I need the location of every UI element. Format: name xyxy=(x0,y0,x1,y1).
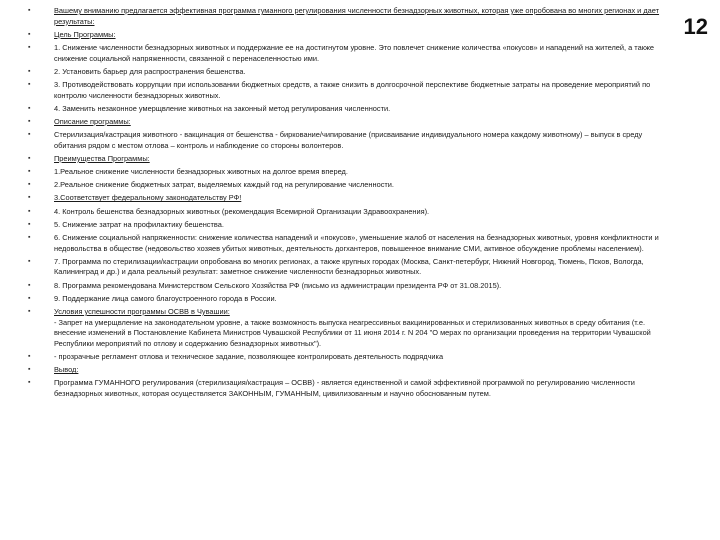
bullet-text: 9. Поддержание лица самого благоустроенного города в России. xyxy=(54,293,277,303)
bullet-text: 4. Заменить незаконное умерщвление животных на законный метод регулирования численности. xyxy=(54,103,391,113)
bullet-line: - Запрет на умерщвление на законодательном уровне, а также возможность выпуска неагрессивных вакцинированных и стерилизованных животных в среду обитания (т.е. внесение изменений в Постановление Кабинета Министров Чувашской Республики от 11 июня 2014 г. N 204 "О мерах по организации проведения на территории Чувашской Республики мероприятий по отлову и содержанию безнадзорных животных"). xyxy=(54,317,651,348)
bullet-text: Программа ГУМАННОГО регулирования (стерилизация/кастрация – ОСВВ) - является единственной и самой эффективной программой по регулированию численности безнадзорных животных, которая осуществляется ЗАКОННЫМ, ГУМАННЫМ, цивилизованным и научно обоснованным путем. xyxy=(54,378,635,398)
bullet-item xyxy=(28,6,673,27)
bullet-item xyxy=(28,294,673,305)
bullet-item xyxy=(28,352,673,363)
bullet-text: 5. Снижение затрат на профилактику бешенства. xyxy=(54,219,224,229)
bullet-text: 7. Программа по стерилизации/кастрации опробована во многих регионах, а также крупных городах (Москва, Санкт-петербург, Нижний Новгород, Тюмень, Псков, Вологда, Калининград и др.) и дала реальный результат: заметное снижение численности безнадзорных животных. xyxy=(54,256,644,277)
bullet-item xyxy=(28,220,673,231)
bullet-item xyxy=(28,207,673,218)
bullet-item xyxy=(28,30,673,41)
bullet-item xyxy=(28,193,673,204)
bullet-item xyxy=(28,365,673,376)
bullet-item xyxy=(28,233,673,254)
bullet-text: 3.Соответствует федеральному законодательству РФ! xyxy=(54,193,242,203)
bullet-text: 2.Реальное снижение бюджетных затрат, выделяемых каждый год на регулирование численности. xyxy=(54,180,394,190)
bullet-text: - прозрачные регламент отлова и техническое задание, позволяющее контролировать деятельность подрядчика xyxy=(54,351,444,361)
bullet-item xyxy=(28,378,673,399)
bullet-text: Описание программы: xyxy=(54,116,131,126)
bullet-item xyxy=(28,180,673,191)
bullet-text: Вашему вниманию предлагается эффективная программа гуманного регулирования численности безнадзорных животных, которая уже опробована во многих регионах и дает результаты: xyxy=(54,6,660,26)
slide-content xyxy=(28,6,673,402)
bullet-text: Преимущества Программы: xyxy=(54,153,150,163)
bullet-text: 1. Снижение численности безнадзорных животных и поддержание ее на достигнутом уровне. Это повлечет снижение количества «покусов» и нападений на жителей, а также снижение социальной напряженности, связанной с перенаселенностью ими. xyxy=(54,42,655,63)
bullet-item xyxy=(28,104,673,115)
slide-number: 12 xyxy=(683,14,708,39)
bullet-text: 8. Программа рекомендована Министерством Сельского Хозяйства РФ (письмо из администрации президента РФ от 31.08.2015). xyxy=(54,280,502,290)
bullet-item xyxy=(28,130,673,151)
bullet-line: ▪ Условия успешности программы ОСВВ в Чувашии: xyxy=(54,306,230,316)
bullet-text: 2. Установить барьер для распространения бешенства. xyxy=(54,66,246,76)
bullet-item xyxy=(28,167,673,178)
bullet-text: 6. Снижение социальной напряженности: снижение количества нападений и «покусов», уменьшение жалоб от населения на безнадзорных животных, уровня конфликтности и недовольства в обществе (недовольство хозяев убитых животных, деятельность догхантеров, повышенное внимание СМИ, активное обсуждение проблемы населением). xyxy=(54,233,659,253)
bullet-text: Вывод: xyxy=(54,365,79,375)
bullet-item xyxy=(28,307,673,349)
bullet-text: Стерилизация/кастрация животного - вакцинация от бешенства - биркование/чипирование (присваивание индивидуального номера каждому животному) – выпуск в среду обитания рядом с местом отлова – контроль и наблюдение со стороны волонтеров. xyxy=(54,130,643,150)
bullet-text: 1.Реальное снижение численности безнадзорных животных на долгое время вперед. xyxy=(54,167,348,177)
bullet-text: 3. Противодействовать коррупции при использовании бюджетных средств, а также снизить в долгосрочной перспективе бюджетные затраты на проведение мероприятий по контролю численности безнадзорных животных. xyxy=(54,79,651,100)
bullet-item xyxy=(28,67,673,78)
bullet-text: 4. Контроль бешенства безнадзорных животных (рекомендация Всемирной Организации Здравоохранения). xyxy=(54,206,430,216)
bullet-list xyxy=(28,6,673,399)
bullet-item xyxy=(28,154,673,165)
bullet-text: Цель Программы: xyxy=(54,29,116,39)
bullet-item xyxy=(28,80,673,101)
bullet-item xyxy=(28,43,673,64)
bullet-item xyxy=(28,117,673,128)
bullet-item xyxy=(28,281,673,292)
bullet-item xyxy=(28,257,673,278)
